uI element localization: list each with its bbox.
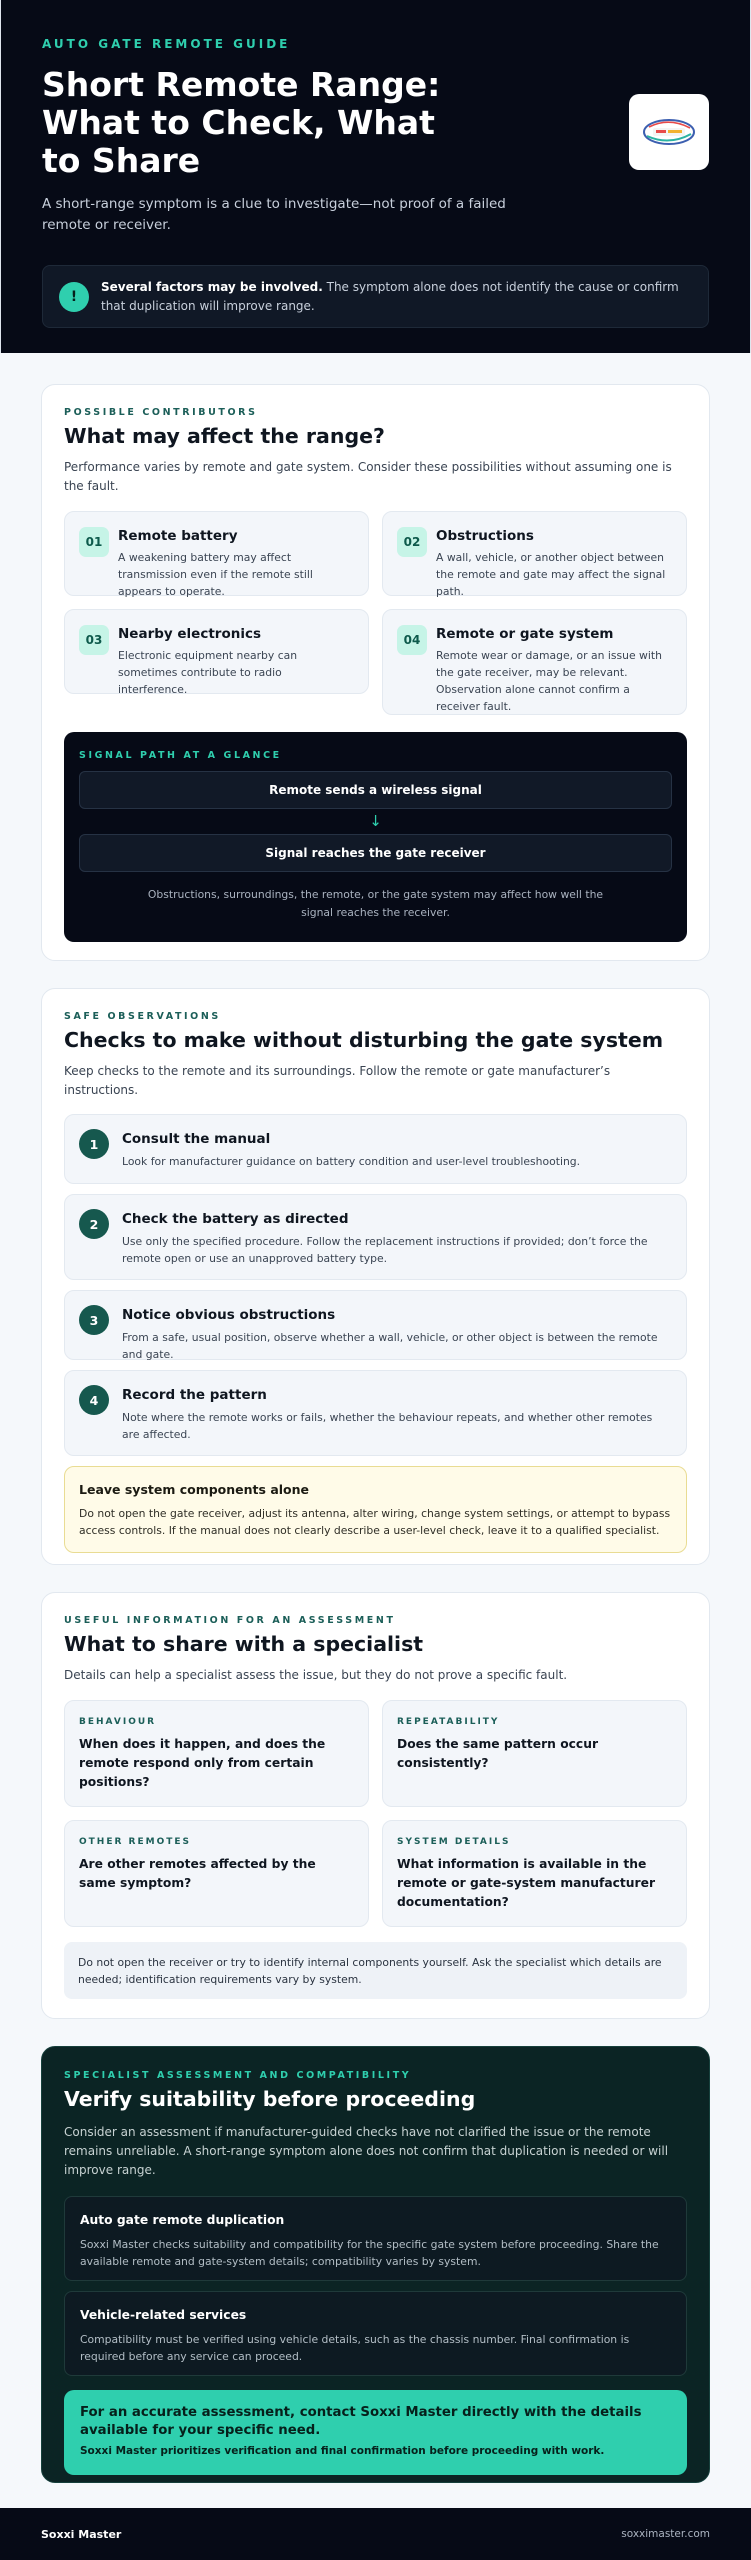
service-vehicle [64, 2291, 687, 2376]
contributor-text: A weakening battery may affect transmission even if the remote still appears to operate. [118, 551, 313, 598]
warning-text: Do not open the gate receiver, adjust its antenna, alter wiring, change system settings, or attempt to bypass access controls. If the manual does not clearly describe a user-level check, leave it to a qualified specialist. [79, 1507, 671, 1537]
service-text: Compatibility must be verified using vehicle details, such as the chassis number. Final confirmation is required before any service can proceed. [80, 2333, 630, 2363]
contact-cta[interactable] [64, 2390, 687, 2475]
notice-bold: Several factors may be involved. [101, 279, 323, 294]
step-text: Look for manufacturer guidance on battery condition and user-level troubleshooting. [122, 1155, 581, 1168]
signal-step-receive: Signal reaches the gate receiver [79, 834, 672, 872]
contributors-desc: Performance varies by remote and gate system. Consider these possibilities without assuming one is the fault. [64, 460, 672, 493]
share-question: What information is available in the remote or gate-system manufacturer documentation? [397, 1857, 656, 1909]
contributors-grid [64, 511, 687, 715]
footer-brand: Soxxi Master [41, 2527, 122, 2541]
step-text: Note where the remote works or fails, whether the behaviour repeats, and whether other remotes are affected. [122, 1411, 653, 1441]
checks-list [64, 1114, 687, 1456]
notice-text [101, 278, 692, 316]
step-number: 3 [79, 1305, 109, 1335]
verify-desc: Consider an assessment if manufacturer-guided checks have not clarified the issue or the remote remains unreliable. A short-range symptom alone does not confirm that duplication is needed or will improve range. [64, 2125, 669, 2177]
share-tile [64, 1820, 369, 1927]
page-title: Short Remote Range: What to Check, What to Share [42, 65, 441, 180]
contributor-text: A wall, vehicle, or another object between the remote and gate may affect the signal path. [436, 551, 666, 598]
contributor-title: Remote or gate system [436, 626, 614, 642]
signal-eyebrow: SIGNAL PATH AT A GLANCE [79, 750, 282, 761]
share-question: Are other remotes affected by the same symptom? [79, 1857, 316, 1890]
share-tile [64, 1700, 369, 1807]
contributor-text: Remote wear or damage, or an issue with the gate receiver, may be relevant. Observation alone cannot confirm a receiver fault. [436, 649, 662, 713]
service-title: Auto gate remote duplication [80, 2213, 285, 2227]
service-text: Soxxi Master checks suitability and compatibility for the specific gate system before proceeding. Share the available remote and gate-system details; compatibility varies by system. [80, 2238, 659, 2268]
checks-title: Checks to make without disturbing the gate system [64, 1028, 664, 1052]
hero-eyebrow: AUTO GATE REMOTE GUIDE [42, 37, 291, 51]
check-step [64, 1194, 687, 1280]
contributors-card [41, 384, 710, 961]
share-grid [64, 1700, 687, 1927]
service-title: Vehicle-related services [80, 2308, 247, 2322]
contributor-number: 01 [79, 527, 109, 557]
signal-caption: Obstructions, surroundings, the remote, or the gate system may affect how well the signal reaches the receiver. [147, 888, 604, 919]
step-number: 4 [79, 1385, 109, 1415]
step-text: From a safe, usual position, observe whether a wall, vehicle, or other object is between the remote and gate. [122, 1331, 658, 1361]
share-question: Does the same pattern occur consistently? [397, 1737, 599, 1770]
step-title: Check the battery as directed [122, 1211, 349, 1227]
share-note: Do not open the receiver or try to identify internal components yourself. Ask the specialist which details are needed; identification requirements vary by system. [64, 1942, 687, 1999]
step-title: Notice obvious obstructions [122, 1307, 336, 1323]
verify-eyebrow: SPECIALIST ASSESSMENT AND COMPATIBILITY [64, 2070, 412, 2081]
step-text: Use only the specified procedure. Follow the replacement instructions if provided; don’t force the remote open or use an unapproved battery type. [122, 1235, 648, 1265]
hero-section [0, 0, 751, 353]
contributor-tile [64, 609, 369, 694]
checks-eyebrow: SAFE OBSERVATIONS [64, 1011, 221, 1022]
share-desc: Details can help a specialist assess the issue, but they do not prove a specific fault. [64, 1668, 568, 1682]
page-footer [0, 2508, 751, 2560]
verify-card [41, 2046, 710, 2483]
verify-title: Verify suitability before proceeding [64, 2087, 476, 2111]
share-eyebrow: USEFUL INFORMATION FOR AN ASSESSMENT [64, 1615, 396, 1626]
cta-main-text: For an accurate assessment, contact Soxxi Master directly with the details available for your specific need. [80, 2405, 642, 2438]
contributor-title: Remote battery [118, 528, 238, 544]
signal-path-panel [64, 732, 687, 942]
step-title: Record the pattern [122, 1387, 267, 1403]
check-step [64, 1370, 687, 1456]
check-step [64, 1114, 687, 1184]
share-label: SYSTEM DETAILS [397, 1837, 511, 1847]
step-title: Consult the manual [122, 1131, 271, 1147]
footer-website-link[interactable]: soxximaster.com [621, 2528, 710, 2540]
share-title: What to share with a specialist [64, 1632, 424, 1656]
share-label: OTHER REMOTES [79, 1837, 191, 1847]
share-tile [382, 1820, 687, 1927]
contributor-tile [382, 511, 687, 596]
check-step [64, 1290, 687, 1360]
step-number: 1 [79, 1129, 109, 1159]
contributor-number: 04 [397, 625, 427, 655]
contributor-text: Electronic equipment nearby can sometimes contribute to radio interference. [118, 649, 298, 696]
warning-box [64, 1466, 687, 1553]
checks-card [41, 988, 710, 1565]
contributor-number: 02 [397, 527, 427, 557]
warning-title: Leave system components alone [79, 1482, 309, 1497]
contributor-title: Obstructions [436, 528, 534, 544]
share-question: When does it happen, and does the remote respond only from certain positions? [79, 1737, 326, 1789]
alert-icon: ! [59, 282, 89, 312]
share-card [41, 1592, 710, 2019]
arrow-down-icon: ↓ [369, 812, 382, 830]
hero-notice [42, 265, 709, 328]
contributor-title: Nearby electronics [118, 626, 261, 642]
contributor-tile [382, 609, 687, 715]
brand-logo [629, 94, 709, 170]
share-tile [382, 1700, 687, 1807]
contributor-tile [64, 511, 369, 596]
service-duplication [64, 2196, 687, 2281]
notice-body: The symptom alone does not identify the cause or confirm that duplication will improve range. [101, 279, 679, 313]
share-label: REPEATABILITY [397, 1717, 500, 1727]
step-number: 2 [79, 1209, 109, 1239]
cta-sub-text: Soxxi Master prioritizes verification and final confirmation before proceeding with work. [80, 2445, 605, 2457]
contributors-title: What may affect the range? [64, 424, 385, 448]
hero-lede: A short-range symptom is a clue to investigate—not proof of a failed remote or receiver. [42, 196, 506, 233]
brand-logo-icon [641, 115, 697, 149]
signal-step-send: Remote sends a wireless signal [79, 771, 672, 809]
contributor-number: 03 [79, 625, 109, 655]
contributors-eyebrow: POSSIBLE CONTRIBUTORS [64, 407, 258, 418]
share-label: BEHAVIOUR [79, 1717, 157, 1727]
checks-desc: Keep checks to the remote and its surroundings. Follow the remote or gate manufacturer’s instructions. [64, 1064, 611, 1097]
